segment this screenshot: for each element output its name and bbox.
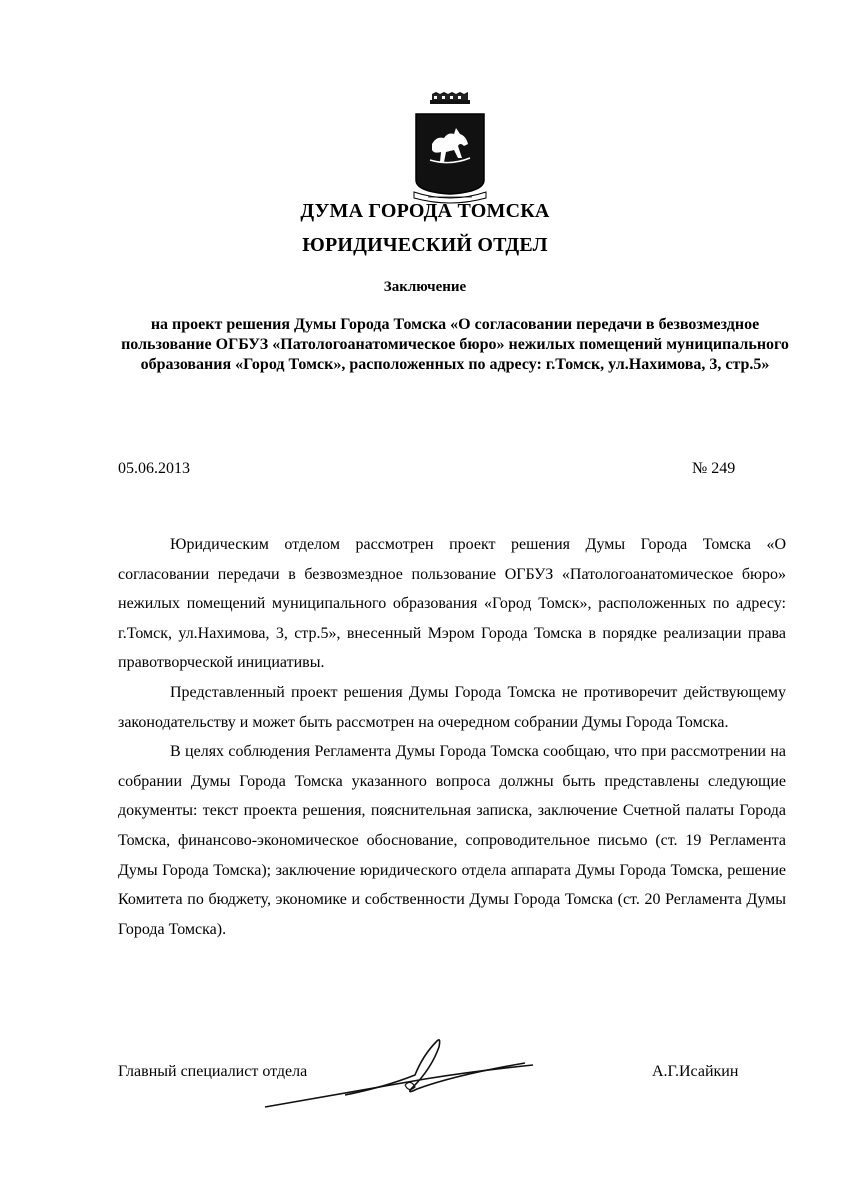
signer-position: Главный специалист отдела <box>118 1063 308 1080</box>
document-number: № 249 <box>692 460 736 477</box>
signer-name: А.Г.Исайкин <box>652 1063 739 1080</box>
department-name: ЮРИДИЧЕСКИЙ ОТДЕЛ <box>302 234 548 256</box>
body-paragraph: Юридическим отделом рассмотрен проект решения Думы Города Томска «О согласовании передачи в безвозмездное пользование ОГБУЗ «Патологоанатомическое бюро» нежилых помещений муниципального образования «Город Томск», расположенных по адресу: г.Томск, ул.Нахимова, 3, стр.5», внесенный Мэром Города Томска в порядке реализации права правотворческой инициативы. <box>118 536 786 672</box>
body-paragraph: В целях соблюдения Регламента Думы Города Томска сообщаю, что при рассмотрении на собрании Думы Города Томска указанного вопроса должны быть представлены следующие документы: текст проекта решения, пояснительная записка, заключение Счетной палаты Города Томска, финансово-экономическое обоснование, сопроводительное письмо (ст. 19 Регламента Думы Города Томска); заключение юридического отдела аппарата Думы Города Томска, решение Комитета по бюджету, экономике и собственности Думы Города Томска (ст. 20 Регламента Думы Города Томска). <box>118 743 786 938</box>
document-subject: на проект решения Думы Города Томска «О согласовании передачи в безвозмездное пользование ОГБУЗ «Патологоанатомическое бюро» нежилых помещений муниципального образования «Город Томск», расположенных по адресу: г.Томск, ул.Нахимова, 3, стр.5» <box>121 316 789 373</box>
handwritten-signature-icon <box>255 1035 545 1115</box>
org-name: ДУМА ГОРОДА ТОМСКА <box>300 200 550 222</box>
document-title: Заключение <box>383 279 467 295</box>
document-body <box>118 530 786 944</box>
document-date: 05.06.2013 <box>118 460 190 477</box>
coat-of-arms-icon <box>410 92 490 204</box>
body-paragraph: Представленный проект решения Думы Города Томска не противоречит действующему законодательству и может быть рассмотрен на очередном собрании Думы Города Томска. <box>118 683 786 731</box>
